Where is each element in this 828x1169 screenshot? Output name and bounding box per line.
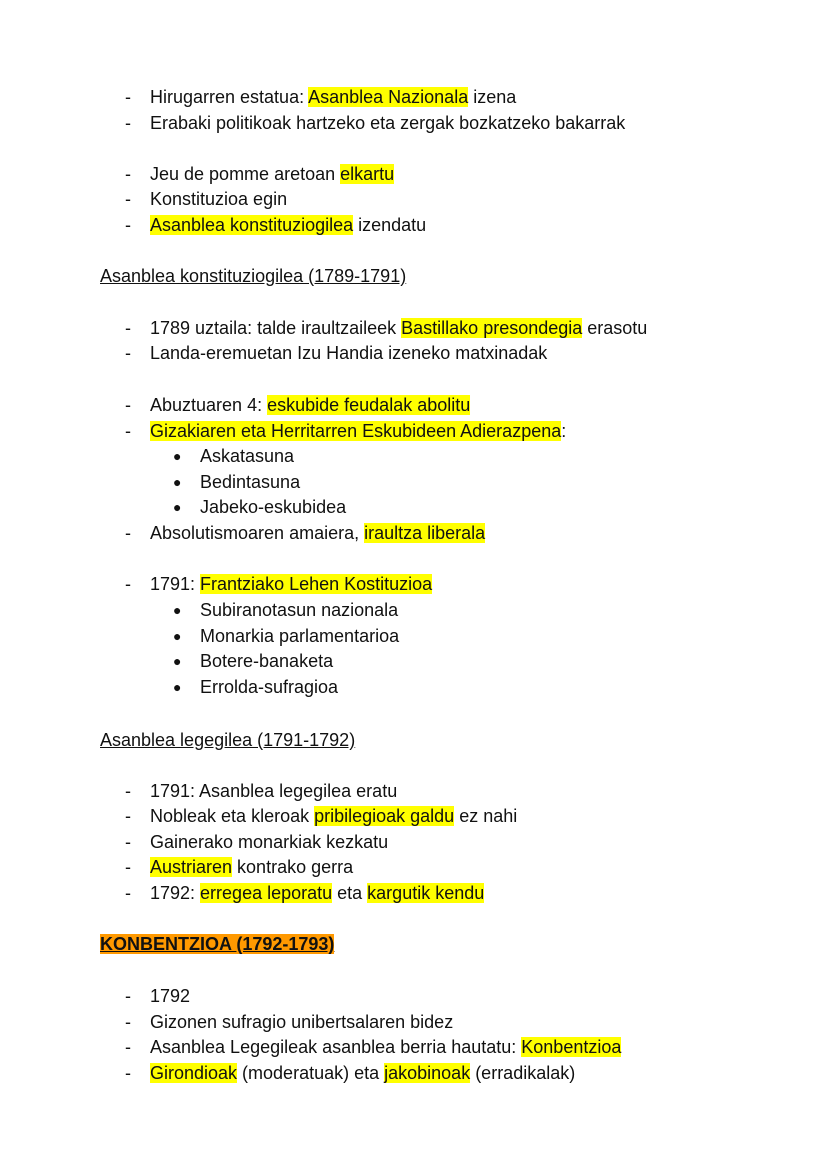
line-text <box>150 881 484 905</box>
line-text <box>150 162 394 186</box>
text-segment: Monarkia parlamentarioa <box>200 626 400 646</box>
text-segment: Asanblea konstituziogilea (1789-1791) <box>100 266 407 286</box>
text-segment: 1792 <box>150 986 191 1006</box>
bullet-icon: ● <box>173 679 182 695</box>
line-text <box>150 984 190 1008</box>
highlighted-text: jakobinoak <box>384 1063 471 1083</box>
text-segment: Konstituzioa egin <box>150 189 288 209</box>
line-text <box>150 393 470 417</box>
text-segment: Hirugarren estatua: <box>150 87 309 107</box>
text-segment: kontrako gerra <box>232 857 354 877</box>
line-text <box>100 264 406 288</box>
highlighted-text: Girondioak <box>150 1063 238 1083</box>
highlighted-text: Asanblea konstituziogilea <box>150 215 354 235</box>
dash-marker: - <box>125 395 131 415</box>
highlighted-text: Austriaren <box>150 857 233 877</box>
line-text <box>150 316 647 340</box>
line-text <box>200 444 294 468</box>
text-segment: izena <box>468 87 517 107</box>
text-segment: ez nahi <box>454 806 518 826</box>
dash-marker: - <box>125 343 131 363</box>
highlighted-text: Bastillako presondegia <box>401 318 583 338</box>
line-text <box>150 85 516 109</box>
line-text <box>150 111 625 135</box>
bullet-icon: ● <box>173 499 182 515</box>
line-text <box>200 675 338 699</box>
highlighted-text: kargutik kendu <box>367 883 485 903</box>
line-text <box>200 624 399 648</box>
highlighted-text: Konbentzioa <box>521 1037 622 1057</box>
text-segment: 1789 uztaila: talde iraultzaileek <box>150 318 402 338</box>
text-segment: Gainerako monarkiak kezkatu <box>150 832 389 852</box>
text-segment: Askatasuna <box>200 446 295 466</box>
text-segment: 1791: Asanblea legegilea eratu <box>150 781 398 801</box>
text-segment: Bedintasuna <box>200 472 301 492</box>
line-text <box>100 728 355 752</box>
text-segment: Asanblea legegilea (1791-1792) <box>100 730 356 750</box>
dash-marker: - <box>125 806 131 826</box>
highlighted-text: elkartu <box>340 164 395 184</box>
bullet-icon: ● <box>173 628 182 644</box>
text-segment: KONBENTZIOA (1792-1793) <box>100 934 335 954</box>
dash-marker: - <box>125 215 131 235</box>
line-text <box>150 419 566 443</box>
text-segment: Jeu de pomme aretoan <box>150 164 341 184</box>
dash-marker: - <box>125 523 131 543</box>
text-segment: Asanblea Legegileak asanblea berria hautatu: <box>150 1037 522 1057</box>
line-text <box>150 1010 453 1034</box>
dash-marker: - <box>125 113 131 133</box>
line-text <box>200 598 398 622</box>
dash-marker: - <box>125 318 131 338</box>
dash-marker: - <box>125 1063 131 1083</box>
bullet-icon: ● <box>173 653 182 669</box>
dash-marker: - <box>125 857 131 877</box>
text-segment: Absolutismoaren amaiera, <box>150 523 365 543</box>
line-text <box>150 855 353 879</box>
line-text <box>150 1035 621 1059</box>
highlighted-text: eskubide feudalak abolitu <box>267 395 471 415</box>
text-segment: : <box>561 421 567 441</box>
line-text <box>150 187 287 211</box>
line-text <box>150 213 426 237</box>
text-segment: Jabeko-eskubidea <box>200 497 347 517</box>
highlighted-text: Asanblea Nazionala <box>308 87 469 107</box>
dash-marker: - <box>125 574 131 594</box>
dash-marker: - <box>125 1012 131 1032</box>
dash-marker: - <box>125 832 131 852</box>
text-segment: Gizonen sufragio unibertsalaren bidez <box>150 1012 454 1032</box>
text-segment: eta <box>332 883 368 903</box>
line-text <box>150 779 397 803</box>
bullet-icon: ● <box>173 602 182 618</box>
highlighted-text: pribilegioak galdu <box>314 806 455 826</box>
text-segment: Abuztuaren 4: <box>150 395 268 415</box>
highlighted-text: erregea leporatu <box>200 883 333 903</box>
line-text <box>150 1061 575 1085</box>
line-text <box>150 521 485 545</box>
line-text <box>200 470 300 494</box>
text-segment: Erabaki politikoak hartzeko eta zergak bozkatzeko bakarrak <box>150 113 626 133</box>
line-text <box>150 572 432 596</box>
line-text <box>150 804 517 828</box>
text-segment: 1792: <box>150 883 201 903</box>
text-segment: Errolda-sufragioa <box>200 677 339 697</box>
text-segment: (erradikalak) <box>470 1063 576 1083</box>
dash-marker: - <box>125 189 131 209</box>
dash-marker: - <box>125 781 131 801</box>
text-segment: Botere-banaketa <box>200 651 334 671</box>
bullet-icon: ● <box>173 474 182 490</box>
bullet-icon: ● <box>173 448 182 464</box>
dash-marker: - <box>125 87 131 107</box>
dash-marker: - <box>125 883 131 903</box>
line-text <box>100 932 334 956</box>
line-text <box>200 649 333 673</box>
line-text <box>200 495 346 519</box>
text-segment: 1791: <box>150 574 201 594</box>
text-segment: Subiranotasun nazionala <box>200 600 399 620</box>
text-segment: erasotu <box>582 318 648 338</box>
highlighted-text: Frantziako Lehen Kostituzioa <box>200 574 433 594</box>
text-segment: izendatu <box>353 215 427 235</box>
highlighted-text: Gizakiaren eta Herritarren Eskubideen Adierazpena <box>150 421 562 441</box>
dash-marker: - <box>125 164 131 184</box>
highlighted-text: iraultza liberala <box>364 523 486 543</box>
line-text <box>150 341 547 365</box>
dash-marker: - <box>125 986 131 1006</box>
dash-marker: - <box>125 421 131 441</box>
text-segment: (moderatuak) eta <box>237 1063 385 1083</box>
line-text <box>150 830 388 854</box>
dash-marker: - <box>125 1037 131 1057</box>
text-segment: Nobleak eta kleroak <box>150 806 315 826</box>
text-segment: Landa-eremuetan Izu Handia izeneko matxinadak <box>150 343 548 363</box>
